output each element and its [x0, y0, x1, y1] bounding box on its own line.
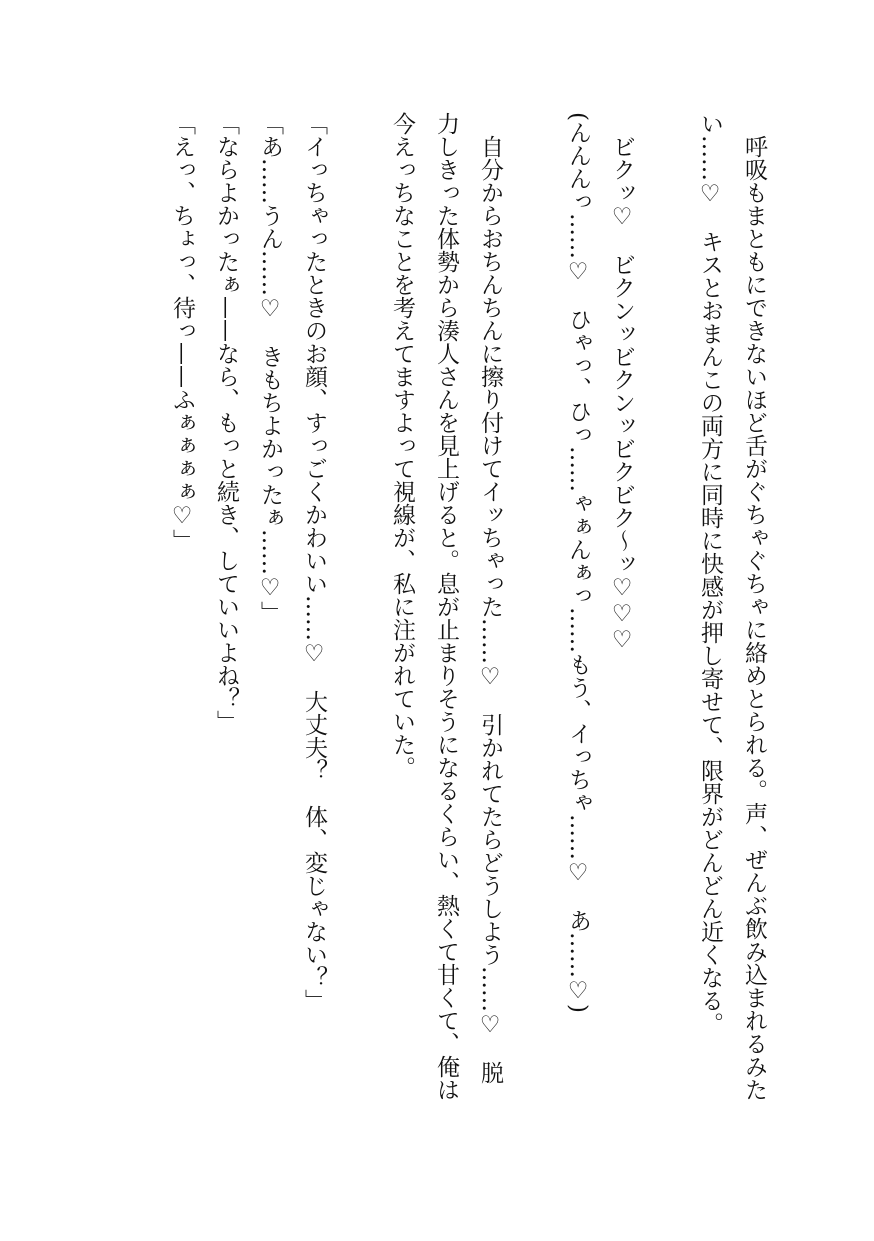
paragraph-spacer: [512, 112, 556, 1162]
dialogue-line: 「ならよかったぁ——なら、もっと続き、していいよね？」: [213, 112, 239, 733]
text-line: い……♡ キスとおまんこの両方に同時に快感が押し寄せて、限界がどんどん近くなる。: [697, 112, 723, 1035]
text-line: 力しきった体勢から湊人さんを見上げると。息が止まりそうになるくらい、熱くて甘くて、俺は: [433, 112, 459, 1101]
dialogue-line: 「あ……うん……♡ きもちよかったぁ……♡」: [257, 112, 283, 624]
paragraph-spacer: [336, 112, 380, 1162]
paragraph-spacer: [644, 112, 688, 1162]
dialogue-line: 「イっちゃったときのお顔、すっごくかわいい……♡ 大丈夫？ 体、変じゃない？」: [301, 112, 327, 1012]
text-line: 呼吸もまともにできないほど舌がぐちゃぐちゃに絡めとられる。声、ぜんぶ飲み込まれるみた: [741, 135, 767, 1101]
text-line: 今えっちなことを考えてますよって視線が、私に注がれていた。: [389, 112, 415, 779]
text-line: (んんんっ……♡ ひゃっ、ひっ……ゃぁんぁっ……もう、イっちゃ……♡ あ……♡): [565, 112, 591, 1013]
text-line: ビクッ♡ ビクンッビクンッビクビク〜ッ♡♡♡: [609, 135, 635, 653]
vertical-text-body: [160, 112, 776, 1162]
dialogue-line: 「えっ、ちょっ、待っ——ふぁぁぁぁ♡」: [169, 112, 195, 552]
text-line: 自分からおちんちんに擦り付けてイッちゃった……♡ 引かれてたらどうしよう……♡ 脱: [477, 135, 503, 1084]
